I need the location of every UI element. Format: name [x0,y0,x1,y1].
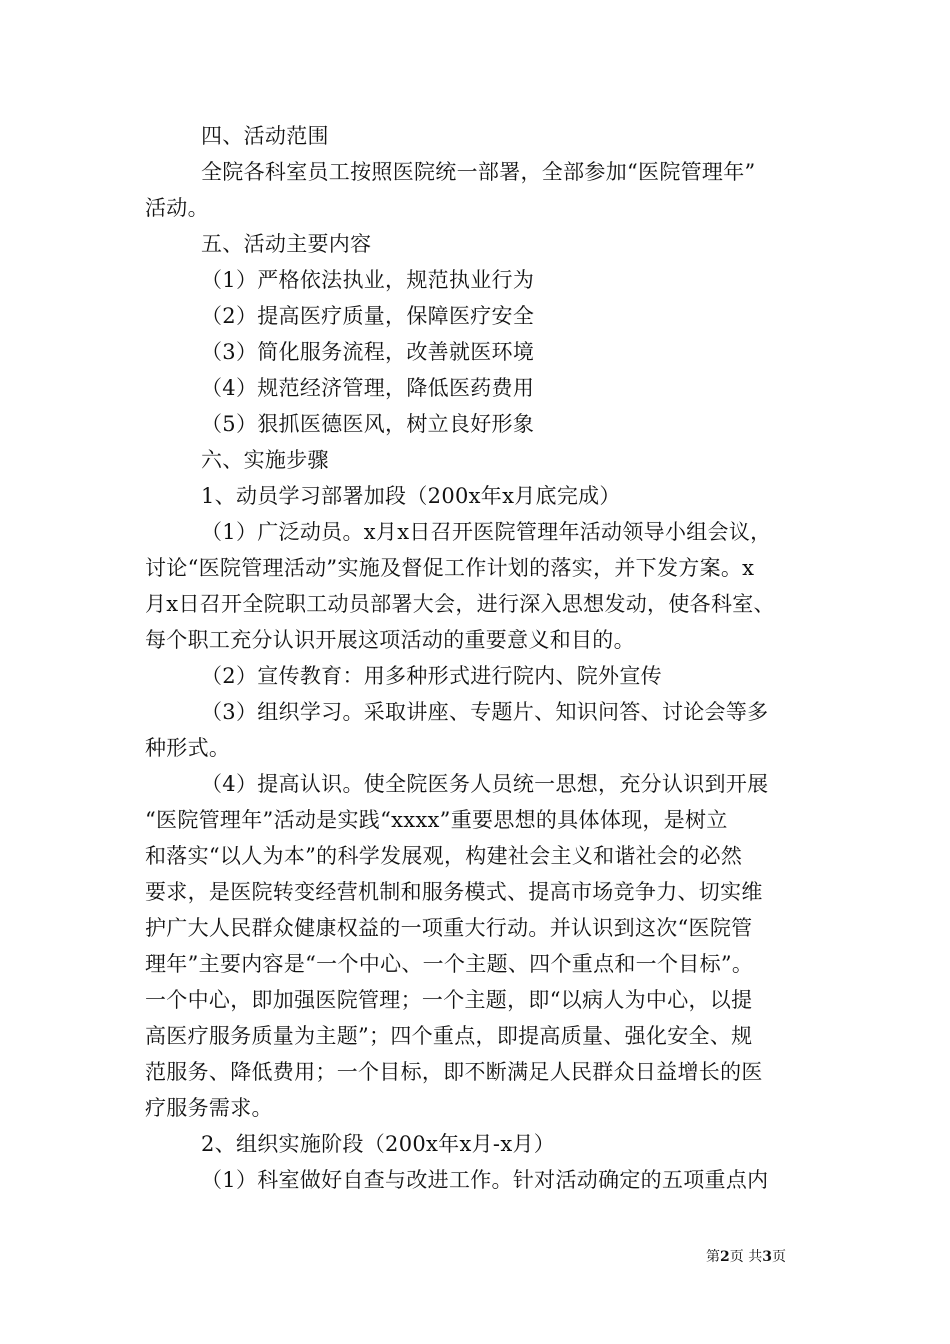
text-line: （2）宣传教育：用多种形式进行院内、院外宣传 [201,664,662,688]
text-line: 要求，是医院转变经营机制和服务模式、提高市场竞争力、切实维 [145,880,763,904]
text-line: （1）严格依法执业，规范执业行为 [201,268,535,292]
text-line: 全院各科室员工按照医院统一部署，全部参加“医院管理年” [201,160,756,184]
text-line: （3）组织学习。采取讲座、专题片、知识问答、讨论会等多 [201,700,769,724]
text-line: 五、活动主要内容 [201,232,372,256]
text-line: 护广大人民群众健康权益的一项重大行动。并认识到这次“医院管 [145,916,753,940]
page-footer [706,1248,786,1266]
text-line: （5）狠抓医德医风，树立良好形象 [201,412,535,436]
text-line: 活动。 [145,196,209,220]
text-line: （1）广泛动员。x月x日召开医院管理年活动领导小组会议， [201,520,772,544]
text-line: （4）规范经济管理，降低医药费用 [201,376,535,400]
text-line: 每个职工充分认识开展这项活动的重要意义和目的。 [145,628,635,652]
text-line: 理年”主要内容是“一个中心、一个主题、四个重点和一个目标”。 [145,952,754,976]
text-line: 四、活动范围 [201,124,329,148]
document-body [145,118,810,1198]
text-line: 范服务、降低费用；一个目标，即不断满足人民群众日益增长的医 [145,1060,763,1084]
text-line: （4）提高认识。使全院医务人员统一思想，充分认识到开展 [201,772,769,796]
text-line: 月x日召开全院职工动员部署大会，进行深入思想发动，使各科室、 [145,592,775,616]
text-line: （3）简化服务流程，改善就医环境 [201,340,535,364]
footer-total-pages: 3 [762,1249,772,1265]
text-line: 1、动员学习部署加段（200x年x月底完成） [201,484,621,508]
footer-middle: 页 共 [729,1249,763,1265]
text-line: 2、组织实施阶段（200x年x月-x月） [201,1132,556,1156]
text-line: 疗服务需求。 [145,1096,273,1120]
text-line: 种形式。 [145,736,231,760]
text-line: 讨论“医院管理活动”实施及督促工作计划的落实，并下发方案。x [145,556,755,580]
text-line: （2）提高医疗质量，保障医疗安全 [201,304,535,328]
text-line: 一个中心，即加强医院管理；一个主题，即“以病人为中心，以提 [145,988,753,1012]
footer-current-page: 2 [720,1249,730,1265]
text-line: 六、实施步骤 [201,448,329,472]
text-line: （1）科室做好自查与改进工作。针对活动确定的五项重点内 [201,1168,769,1192]
text-line: 和落实“以人为本”的科学发展观，构建社会主义和谐社会的必然 [145,844,743,868]
footer-suffix: 页 [771,1249,786,1265]
footer-prefix: 第 [706,1249,720,1265]
text-line: “医院管理年”活动是实践“xxxx”重要思想的具体体现，是树立 [145,808,728,832]
text-line: 高医疗服务质量为主题”；四个重点，即提高质量、强化安全、规 [145,1024,753,1048]
